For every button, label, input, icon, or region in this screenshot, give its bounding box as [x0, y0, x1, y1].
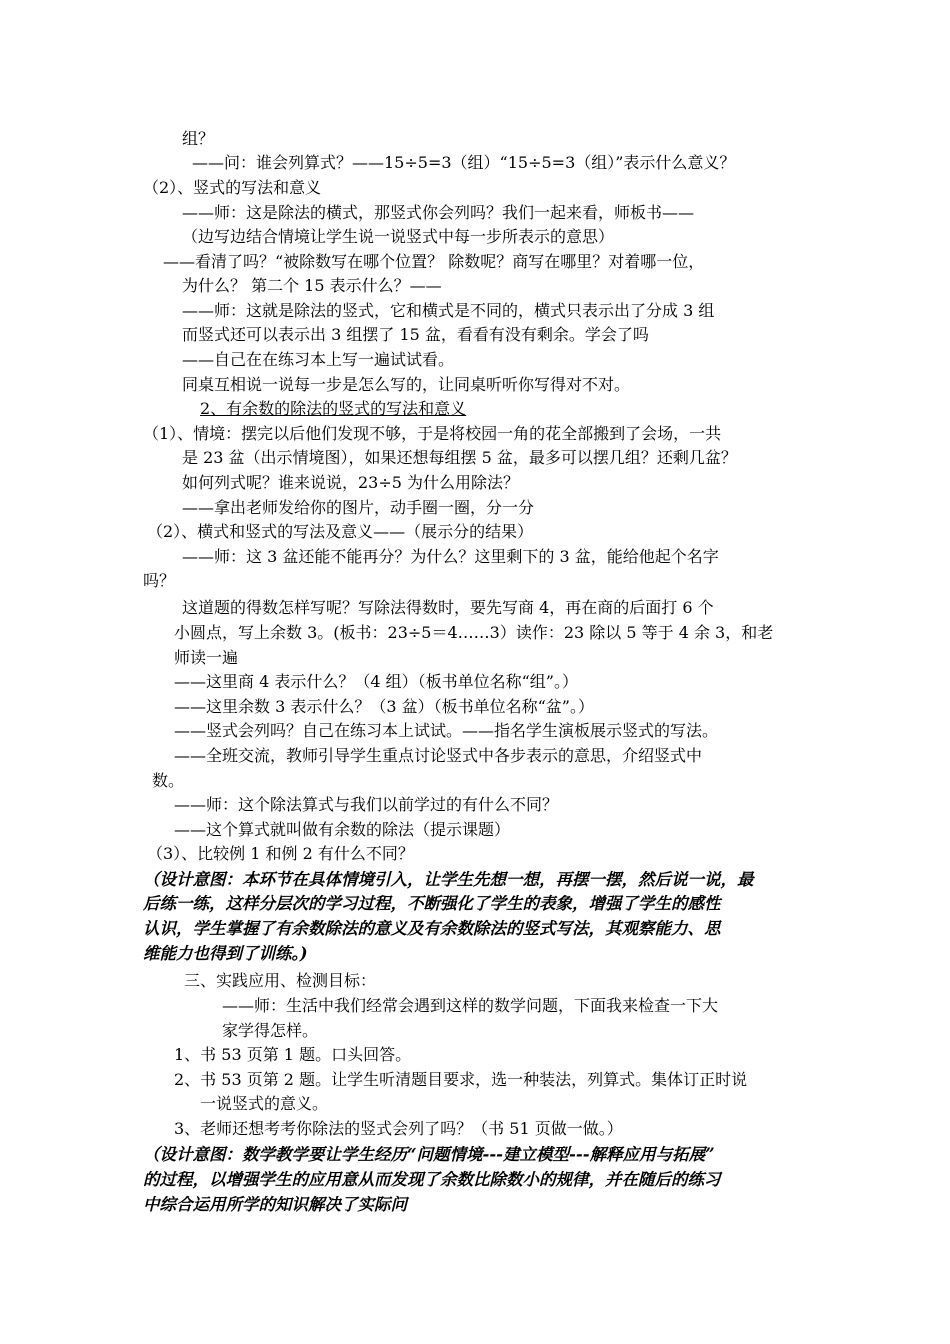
section-heading: 2、有余数的除法的竖式的写法和意义 — [200, 399, 467, 418]
text-line: 3、老师还想考考你除法的竖式会列了吗？（书 51 页做一做。） — [174, 1119, 623, 1138]
text-line: ——竖式会列吗？自己在练习本上试试。——指名学生演板展示竖式的写法。 — [174, 721, 719, 740]
text-line: 组？ — [182, 129, 215, 148]
text-line: 数。 — [152, 771, 185, 790]
design-note: 中综合运用所学的知识解决了实际问 — [143, 1195, 407, 1214]
text-line: 而竖式还可以表示出 3 组摆了 15 盆，看看有没有剩余。学会了吗 — [182, 325, 649, 344]
text-line: 2、书 53 页第 2 题。让学生听清题目要求，选一种装法，列算式。集体订正时说 — [174, 1070, 748, 1089]
text-line: ——拿出老师发给你的图片，动手圈一圈，分一分 — [182, 498, 535, 517]
text-line: 同桌互相说一说每一步是怎么写的，让同桌听听你写得对不对。 — [182, 375, 631, 394]
section-heading: 三、实践应用、检测目标： — [184, 971, 377, 990]
text-line: 1、书 53 页第 1 题。口头回答。 — [174, 1045, 412, 1064]
design-note: 认识，学生掌握了有余数除法的意义及有余数除法的竖式写法，其观察能力、思 — [143, 919, 721, 938]
section-heading: （2）、横式和竖式的写法及意义——（展示分的结果） — [147, 522, 534, 541]
design-note: （设计意图：本环节在具体情境引入，让学生先想一想，再摆一摆，然后说一说，最 — [143, 870, 754, 889]
text-line: ——师：这个除法算式与我们以前学过的有什么不同？ — [174, 795, 559, 814]
text-line: ——看清了吗？“被除数写在哪个位置？ 除数呢？商写在哪里？对着哪一位， — [163, 252, 705, 271]
text-line: （1）、情境：摆完以后他们发现不够，于是将校园一角的花全部搬到了会场，一共 — [143, 424, 722, 443]
design-note: 的过程，以增强学生的应用意从而发现了余数比除数小的规律，并在随后的练习 — [143, 1170, 721, 1189]
text-line: ——师：这是除法的横式，那竖式你会列吗？我们一起来看，师板书—— — [182, 203, 695, 222]
text-line: 为什么？ 第二个 15 表示什么？—— — [182, 276, 442, 295]
text-line: 一说竖式的意义。 — [200, 1094, 329, 1113]
text-line: ——这个算式就叫做有余数的除法（提示课题） — [174, 820, 511, 839]
text-line: ——问：谁会列算式？——15÷5=3（组）“15÷5=3（组）”表示什么意义？ — [192, 153, 736, 172]
text-line: ——这里余数 3 表示什么？（3 盆）（板书单位名称“盆”。） — [174, 697, 594, 716]
text-line: 如何列式呢？谁来说说，23÷5 为什么用除法？ — [182, 473, 520, 492]
text-line: ——自己在在练习本上写一遍试试看。 — [182, 350, 455, 369]
text-line: ——这里商 4 表示什么？（4 组）（板书单位名称“组”。） — [174, 672, 578, 691]
text-line: 这道题的得数怎样写呢？写除法得数时，要先写商 4，再在商的后面打 6 个 — [182, 598, 714, 617]
design-note: 维能力也得到了训练。) — [143, 944, 308, 963]
text-line: 师读一遍 — [174, 648, 239, 667]
text-line: ——师：这就是除法的竖式，它和横式是不同的，横式只表示出了分成 3 组 — [182, 301, 715, 320]
text-line: 小圆点，写上余数 3。(板书：23÷5＝4……3）读作：23 除以 5 等于 4 余 3，和老 — [174, 623, 774, 642]
text-line: 是 23 盆（出示情境图），如果还想每组摆 5 盆，最多可以摆几组？还剩几盆？ — [182, 448, 737, 467]
text-line: 吗？ — [143, 571, 176, 590]
text-line: ——师：生活中我们经常会遇到这样的数学问题，下面我来检查一下大 — [222, 996, 719, 1015]
text-line: 家学得怎样。 — [222, 1021, 319, 1040]
design-note: 后练一练，这样分层次的学习过程，不断强化了学生的表象，增强了学生的感性 — [143, 894, 721, 913]
section-heading: （3）、比较例 1 和例 2 有什么不同？ — [147, 844, 414, 863]
text-line: （边写边结合情境让学生说一说竖式中每一步所表示的意思） — [182, 227, 615, 246]
text-line: ——全班交流，教师引导学生重点讨论竖式中各步表示的意思，介绍竖式中 — [174, 746, 703, 765]
design-note: （设计意图：数学教学要让学生经历“问题情境---建立模型---解释应用与拓展” — [143, 1145, 715, 1164]
text-line: ——师：这 3 盆还能不能再分？为什么？这里剩下的 3 盆，能给他起个名字 — [182, 547, 719, 566]
section-heading: （2）、竖式的写法和意义 — [143, 178, 322, 197]
